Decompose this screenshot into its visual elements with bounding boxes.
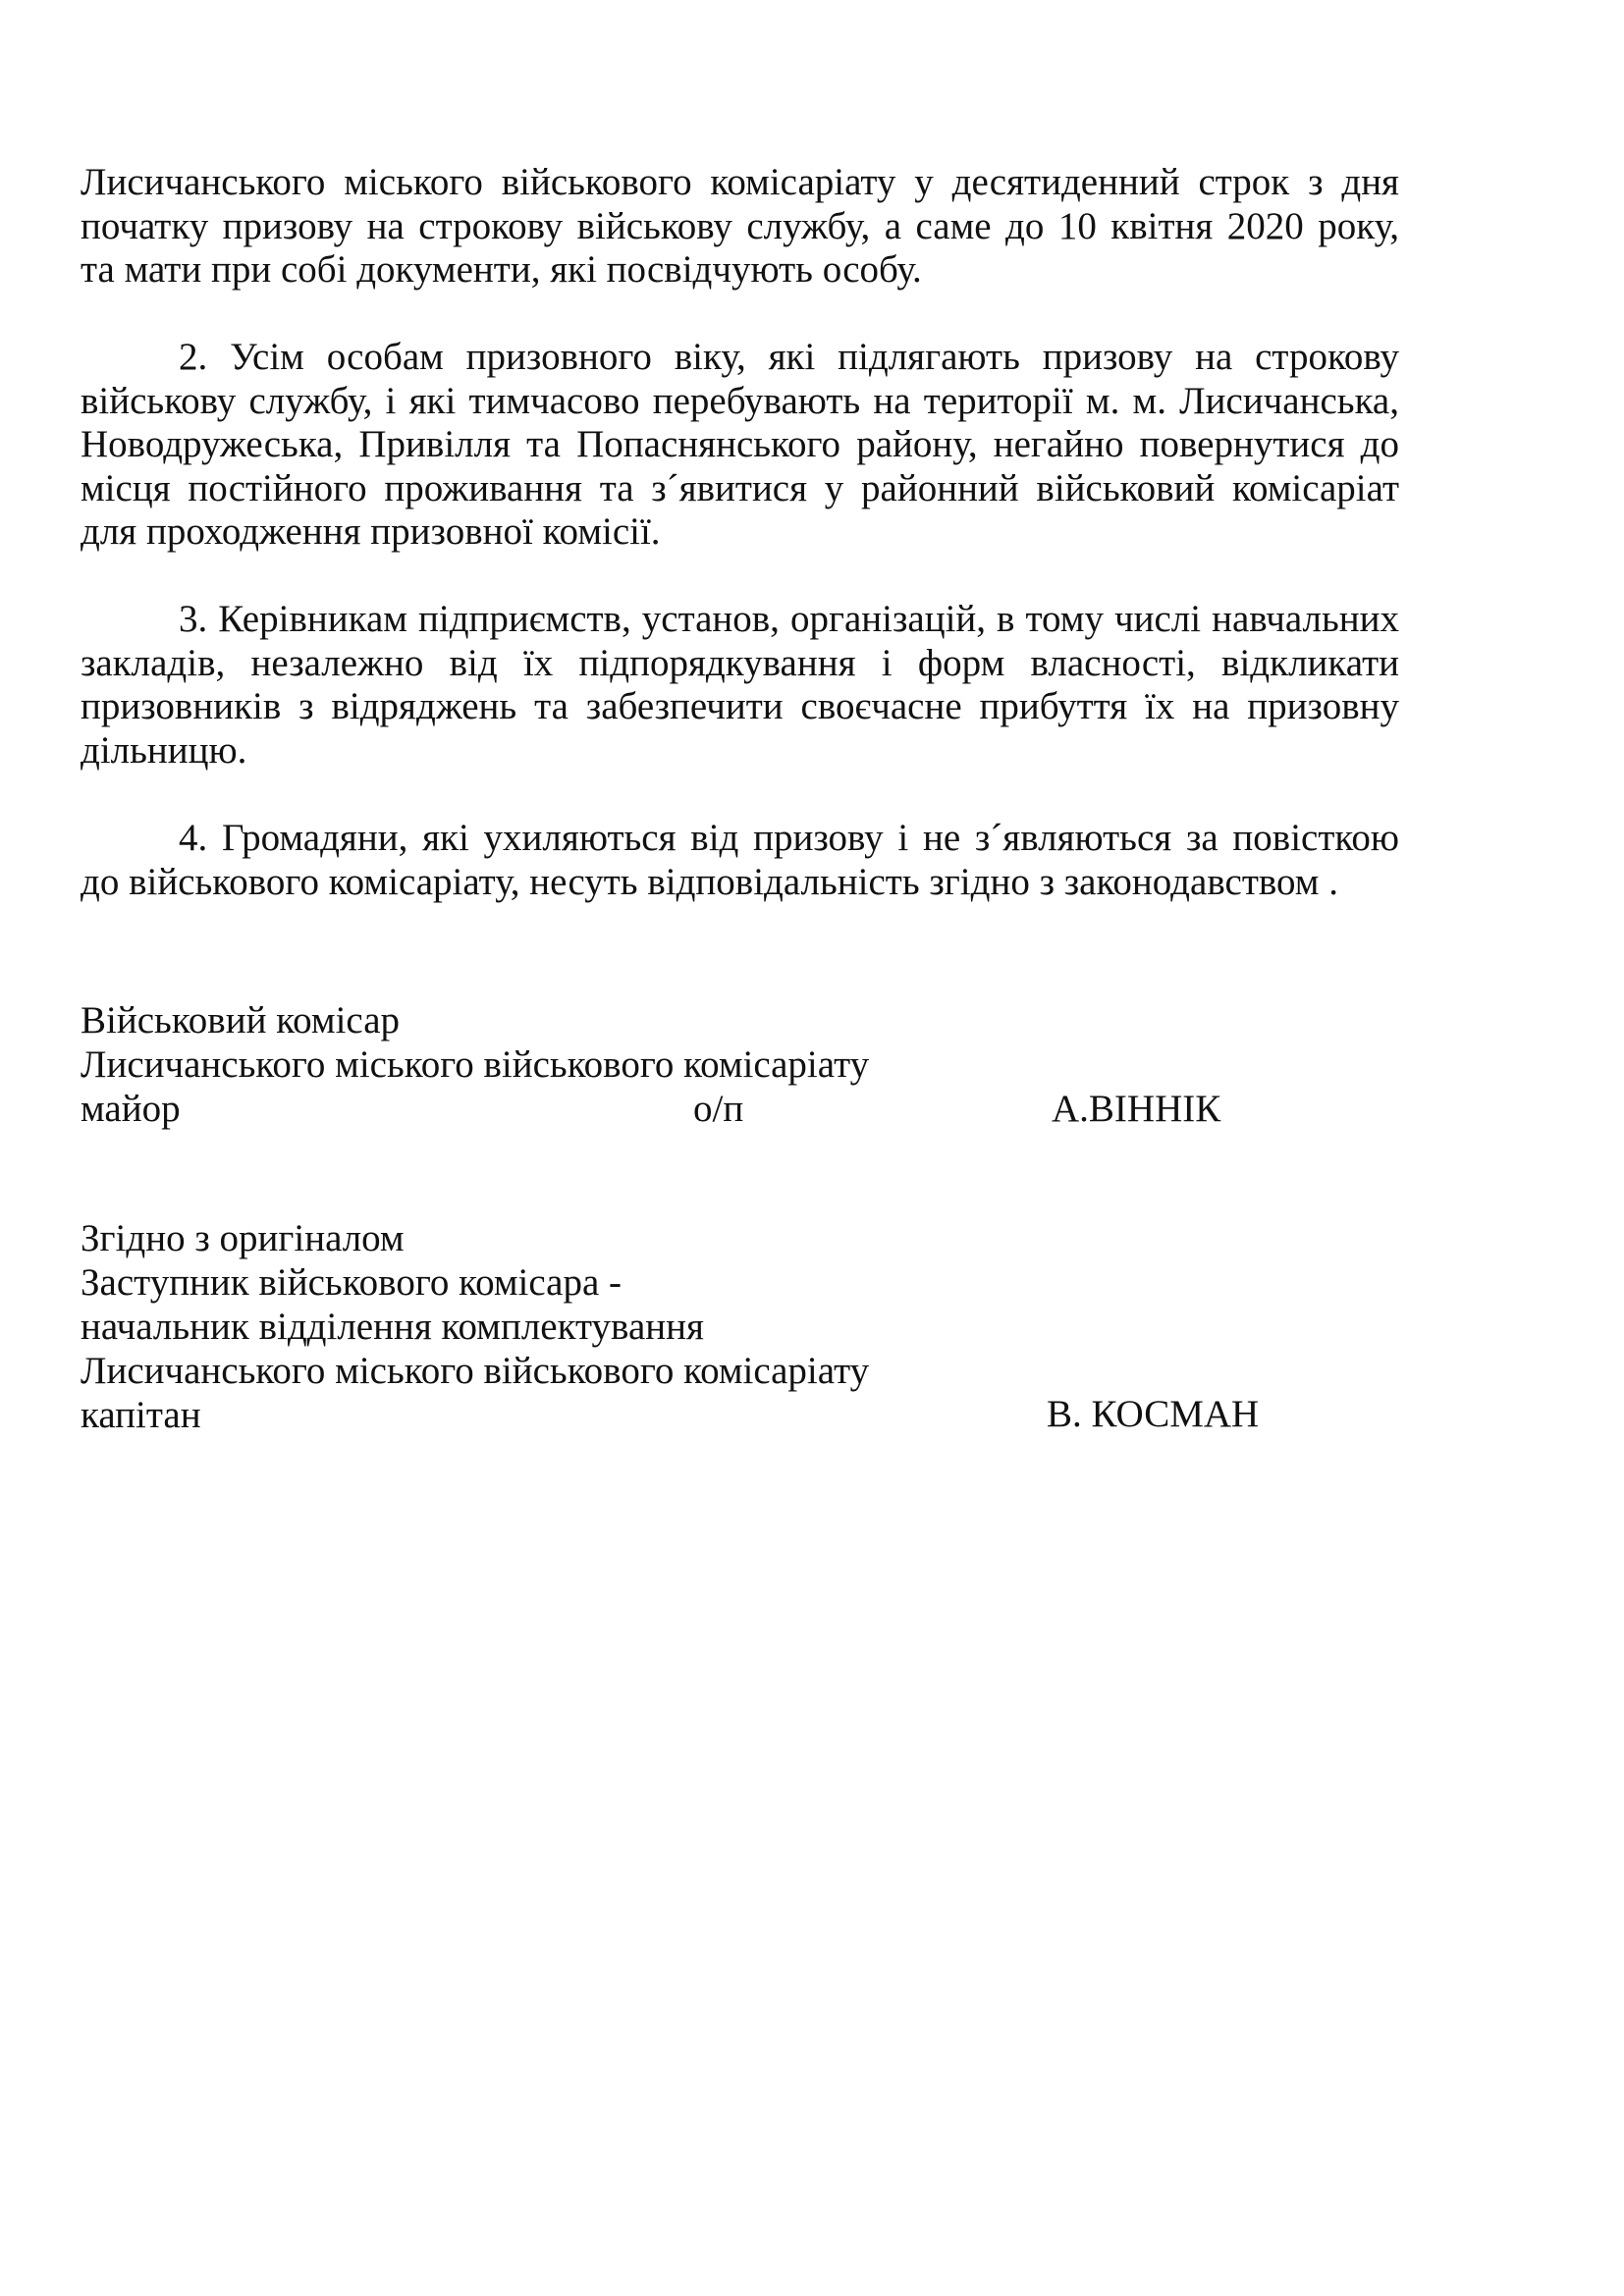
paragraph-line: місця постійного проживання та з´явитися у районний військовий комісаріат — [81, 466, 1399, 509]
paragraph-line: призовників з відряджень та забезпечити своєчасне прибуття їх на призовну — [81, 685, 1399, 727]
signature-title-line: начальник відділення комплектування — [81, 1306, 704, 1348]
paragraph-line: Новодружеська, Привілля та Попаснянського району, негайно повернутися до — [81, 423, 1399, 465]
signature-rank: майор — [81, 1088, 181, 1130]
signature-title-line: Заступник військового комісара - — [81, 1261, 622, 1304]
signature-title-line: Лисичанського міського військового комісаріату — [81, 1043, 870, 1086]
signatory-name: А.ВІННІК — [1052, 1088, 1221, 1130]
signature-title-line: Військовий комісар — [81, 999, 401, 1041]
paragraph-line: 4. Громадяни, які ухиляються від призову і не з´являються за повісткою — [179, 817, 1399, 859]
signatory-name: В. КОСМАН — [1047, 1393, 1260, 1435]
paragraph-3 — [81, 598, 1399, 773]
paragraph-line: закладів, незалежно від їх підпорядкування і форм власності, відкликати — [81, 641, 1399, 684]
signature-mark: о/п — [693, 1088, 744, 1130]
paragraph-line: Лисичанського міського військового комісаріату у десятиденний строк з дня — [81, 161, 1399, 203]
paragraph-2 — [81, 336, 1399, 555]
signature-title-line: Лисичанського міського військового комісаріату — [81, 1350, 870, 1392]
paragraph-line: військову службу, і які тимчасово перебувають на території м. м. Лисичанська, — [81, 379, 1399, 422]
paragraph-line: для проходження призовної комісії. — [81, 510, 661, 553]
paragraph-4 — [81, 817, 1399, 904]
paragraph-line: 2. Усім особам призовного віку, які підлягають призову на строкову — [179, 336, 1399, 378]
paragraph-line: дільницю. — [81, 728, 247, 772]
paragraph-line: початку призову на строкову військову службу, а саме до 10 квітня 2020 року, — [81, 204, 1399, 247]
certification-line: Згідно з оригіналом — [81, 1217, 405, 1259]
signature-block-certified-copy — [81, 1216, 869, 1437]
paragraph-line: та мати при собі документи, які посвідчують особу. — [81, 248, 922, 291]
paragraph-line: 3. Керівникам підприємств, установ, організацій, в тому числі навчальних — [179, 598, 1399, 640]
signature-rank: капітан — [81, 1394, 201, 1436]
paragraph-1 — [81, 161, 1399, 293]
signature-block-commissar — [81, 998, 869, 1131]
paragraph-line: до військового комісаріату, несуть відповідальність згідно з законодавством . — [81, 860, 1338, 903]
